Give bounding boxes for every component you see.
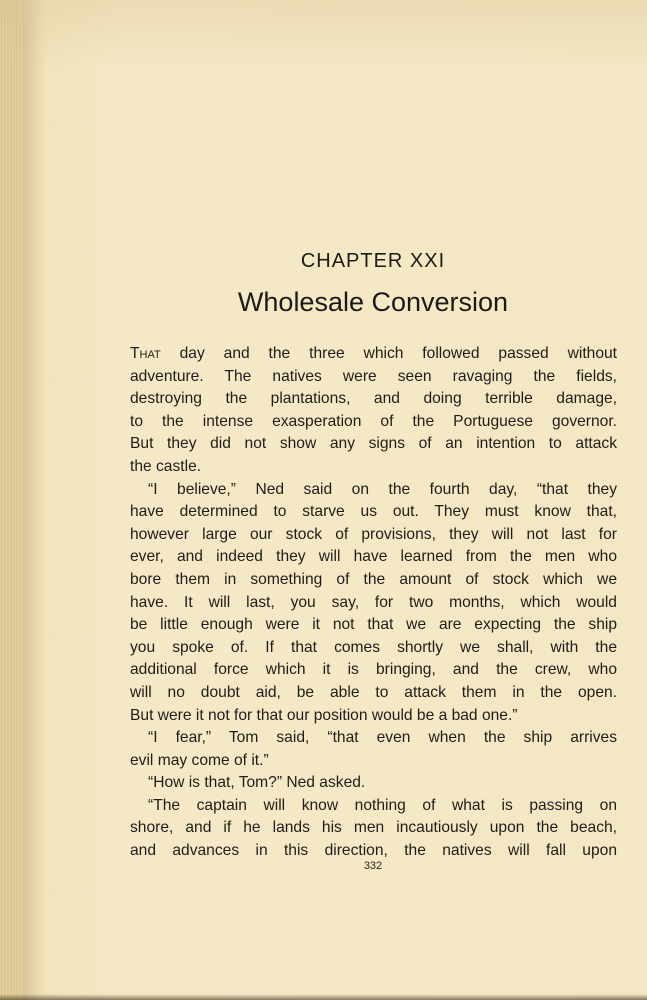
page-top-tint (0, 0, 647, 70)
text-line: and advances in this direction, the natives will fall upon (130, 842, 617, 860)
text-line: you spoke of. If that comes shortly we shall, with the (130, 638, 617, 656)
text-line-content: day and the three which followed passed without (160, 345, 617, 362)
chapter-number: CHAPTER XXI (300, 250, 446, 272)
text-line: additional force which it is bringing, and the crew, who (130, 661, 617, 679)
binding-shadow (22, 0, 46, 1000)
text-line: evil may come of it.” (130, 751, 269, 769)
page-number: 332 (363, 860, 383, 872)
text-line: the castle. (130, 457, 202, 475)
text-line: will no doubt aid, be able to attack them in the open. (130, 683, 617, 701)
lead-word: That (130, 345, 161, 362)
text-line: “How is that, Tom?” Ned asked. (148, 774, 366, 792)
book-binding (0, 0, 22, 1000)
text-line: be little enough were it not that we are expecting the ship (130, 616, 617, 634)
text-line: have determined to starve us out. They must know that, (130, 503, 617, 521)
text-line: “I believe,” Ned said on the fourth day, “that they (148, 480, 617, 498)
text-line: “The captain will know nothing of what is passing on (148, 796, 617, 814)
text-line: however large our stock of provisions, they will not last for (130, 525, 617, 543)
page-bottom-edge (0, 994, 647, 1000)
text-line: But they did not show any signs of an intention to attack (130, 435, 617, 453)
text-line: to the intense exasperation of the Portuguese governor. (130, 412, 617, 430)
text-line: But were it not for that our position would be a bad one.” (130, 706, 518, 724)
text-line: adventure. The natives were seen ravaging the fields, (130, 367, 617, 385)
text-line: destroying the plantations, and doing terrible damage, (130, 390, 617, 408)
text-line: “I fear,” Tom said, “that even when the ship arrives (148, 729, 617, 747)
text-line: ever, and indeed they will have learned from the men who (130, 548, 617, 566)
text-line: bore them in something of the amount of stock which we (130, 570, 617, 588)
text-line: have. It will last, you say, for two months, which would (130, 593, 617, 611)
chapter-body (130, 343, 617, 863)
text-line: shore, and if he lands his men incautiously upon the beach, (130, 819, 617, 837)
chapter-title: Wholesale Conversion (237, 287, 509, 317)
text-line (130, 343, 617, 366)
